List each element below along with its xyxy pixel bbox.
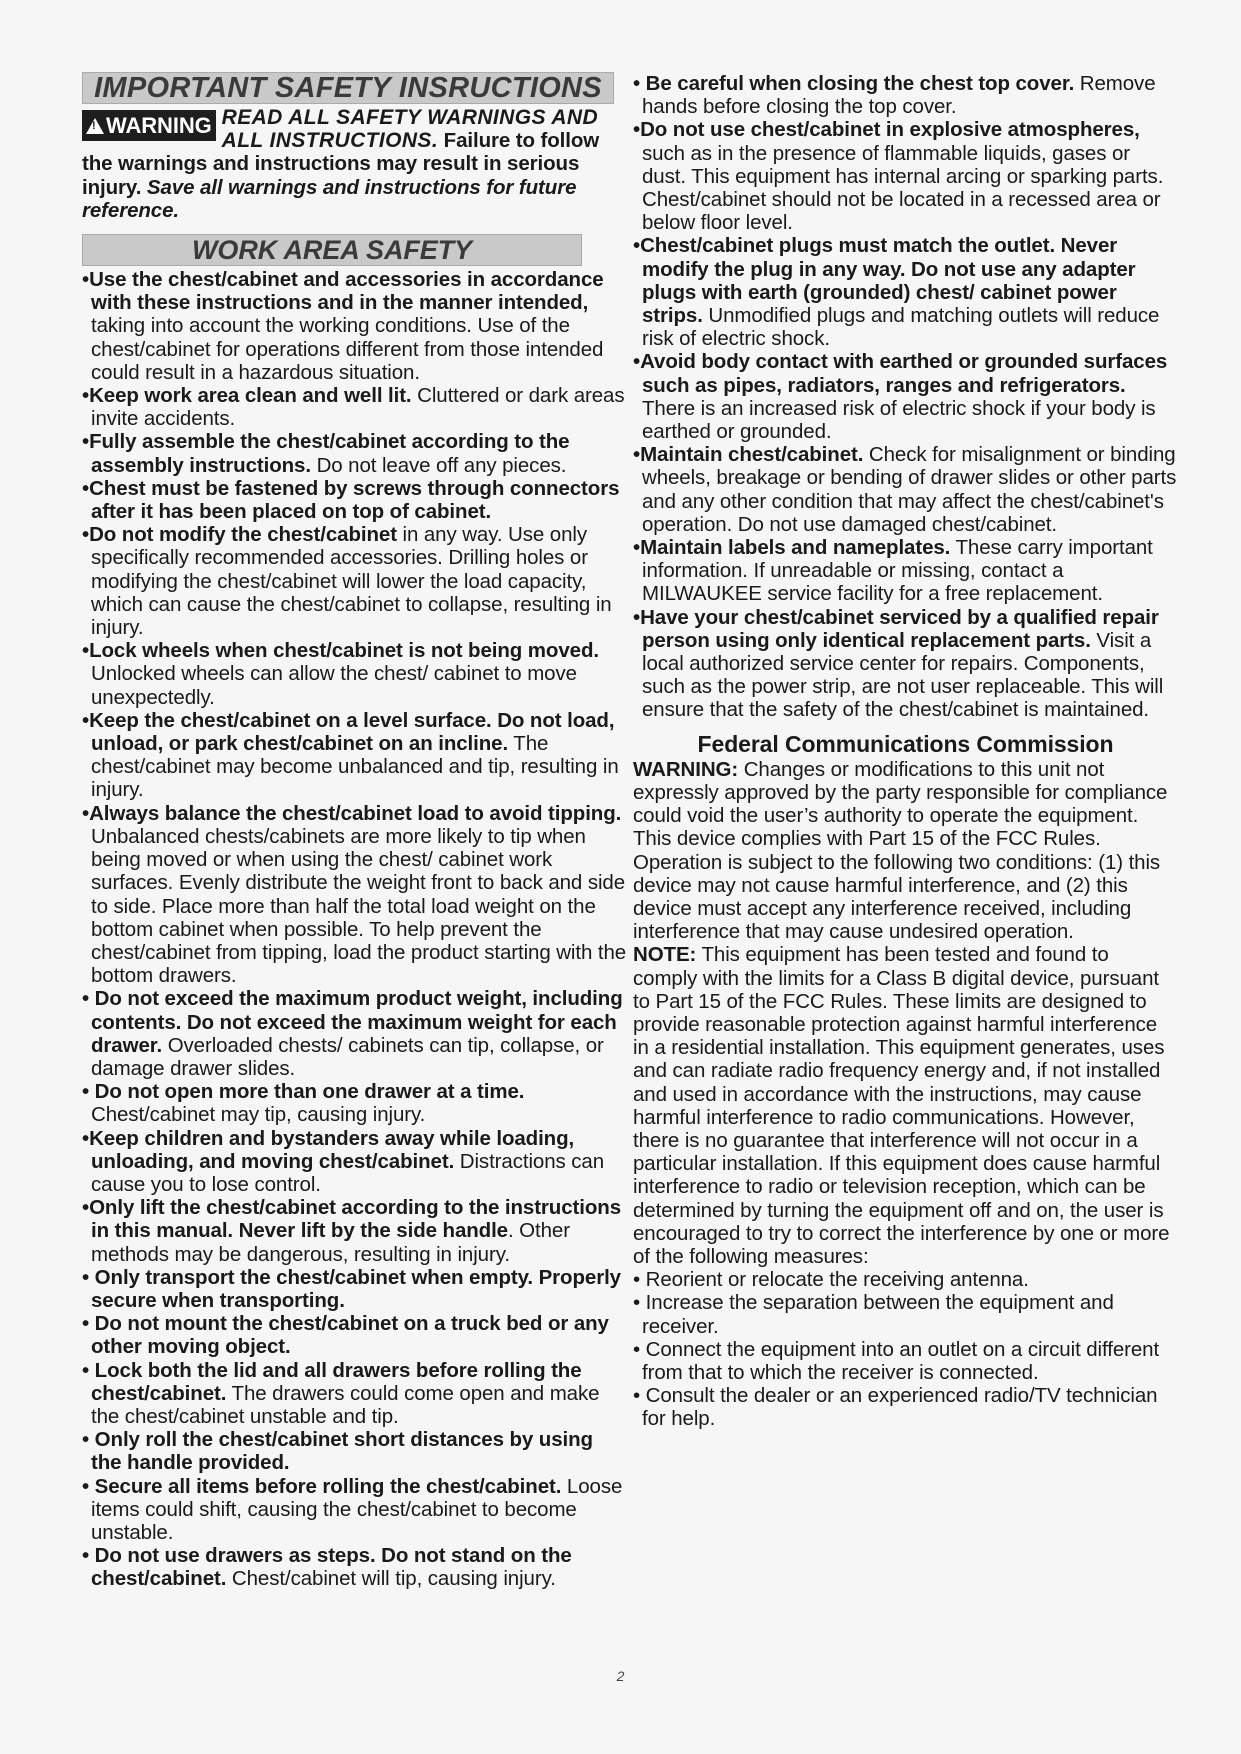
warning-block <box>82 106 627 222</box>
fcc-heading: Federal Communications Commission <box>697 730 1114 757</box>
safety-item-text: taking into account the working conditions. Use of the chest/cabinet for operations different from those intended could result in a hazardous situation. <box>91 314 604 384</box>
safety-item-text: There is an increased risk of electric shock if your body is earthed or grounded. <box>642 396 1156 444</box>
safety-item <box>633 350 1178 443</box>
safety-item <box>82 1359 627 1429</box>
safety-item-text: Check for misalignment or binding wheels, breakage or bending of drawer slides or other parts and any other condition that may affect the chest/cabinet's operation. Do not use damaged chest/cabinet. <box>642 443 1177 536</box>
fcc-measures-list <box>633 1268 1178 1430</box>
safety-item-text: Remove hands before closing the top cover. <box>642 72 1156 119</box>
safety-item-bold: • Do not open more than one drawer at a time. <box>82 1080 525 1104</box>
safety-item <box>633 118 1178 234</box>
safety-item <box>82 1544 627 1590</box>
safety-item-bold: •Avoid body contact with earthed or grounded surfaces such as pipes, radiators, ranges and refrigerators. <box>633 350 1168 397</box>
safety-item-bold: •Do not modify the chest/cabinet <box>82 523 397 547</box>
fcc-warning-text: Changes or modifications to this unit not expressly approved by the party responsible for compliance could void the user’s authority to operate the equipment. <box>633 757 1168 828</box>
safety-item <box>82 802 627 988</box>
safety-item-bold: •Maintain chest/cabinet. <box>633 443 864 467</box>
left-column <box>82 72 627 1591</box>
safety-item-bold: •Keep work area clean and well lit. <box>82 384 412 408</box>
safety-item-bold: •Have your chest/cabinet serviced by a qualified repair person using only identical replacement parts. <box>633 605 1159 652</box>
fcc-warning-label: WARNING: <box>633 757 739 781</box>
warning-bold-text: Failure to follow the warnings and instructions may result in serious injury. <box>82 129 600 199</box>
safety-item-text: Visit a local authorized service center for repairs. Components, such as the power strip, are not user replaceable. This will ensure that the safety of the chest/cabinet is maintained. <box>642 628 1164 722</box>
warning-italic-text: Save all warnings and instructions for future reference. <box>82 175 577 222</box>
safety-item-text: Unlocked wheels can allow the chest/ cabinet to move unexpectedly. <box>91 662 577 709</box>
warning-badge <box>82 110 216 141</box>
safety-item-bold: •Keep the chest/cabinet on a level surface. Do not load, unload, or park chest/cabinet on an incline. <box>82 708 615 756</box>
safety-item-text: The drawers could come open and make the chest/cabinet unstable and tip. <box>91 1381 600 1428</box>
safety-item-text: . Other methods may be dangerous, resulting in injury. <box>91 1219 570 1266</box>
safety-item-text: The chest/cabinet may become unbalanced and tip, resulting in injury. <box>91 732 619 802</box>
fcc-note <box>633 943 1178 1268</box>
safety-item-bold: • Lock both the lid and all drawers before rolling the chest/cabinet. <box>82 1358 582 1405</box>
safety-item-bold: • Do not use drawers as steps. Do not stand on the chest/cabinet. <box>82 1544 572 1591</box>
safety-item <box>82 1428 627 1474</box>
safety-item-bold: • Do not mount the chest/cabinet on a truck bed or any other moving object. <box>82 1312 609 1359</box>
safety-list-continued <box>633 72 1178 722</box>
safety-item-bold: •Maintain labels and nameplates. <box>633 536 951 560</box>
fcc-note-label: NOTE: <box>633 943 697 967</box>
safety-item-bold: • Be careful when closing the chest top cover. <box>633 72 1075 95</box>
safety-item <box>82 430 627 476</box>
safety-item <box>82 1266 627 1312</box>
safety-item-text: such as in the presence of flammable liquids, gases or dust. This equipment has internal arcing or sparking parts. Chest/cabinet should not be located in a recessed area or below floor level. <box>642 141 1164 235</box>
safety-item-bold: • Secure all items before rolling the chest/cabinet. <box>82 1474 562 1498</box>
safety-item <box>82 1312 627 1358</box>
safety-item-text: Overloaded chests/ cabinets can tip, collapse, or damage drawer slides. <box>91 1033 604 1080</box>
safety-item <box>82 268 627 384</box>
safety-item-text: in any way. Use only specifically recommended accessories. Drilling holes or modifying the chest/cabinet will lower the load capacity, which can cause the chest/cabinet to collapse, resulting in injury. <box>91 523 612 640</box>
safety-item <box>82 987 627 1080</box>
safety-item-bold: •Keep children and bystanders away while loading, unloading, and moving chest/cabinet. <box>82 1126 575 1173</box>
safety-item <box>633 443 1178 536</box>
work-area-list <box>82 268 627 1591</box>
safety-item-text: Chest/cabinet will tip, causing injury. <box>226 1567 556 1591</box>
safety-item-bold: •Do not use chest/cabinet in explosive atmospheres, <box>633 118 1140 142</box>
safety-item <box>82 477 627 523</box>
fcc-measure-item: • Increase the separation between the equipment and receiver. <box>633 1291 1114 1338</box>
work-area-safety-heading: WORK AREA SAFETY <box>82 234 582 266</box>
safety-item-bold: •Chest must be fastened by screws through connectors after it has been placed on top of cabinet. <box>82 476 620 524</box>
safety-item <box>82 639 627 709</box>
safety-item <box>82 709 627 802</box>
safety-item <box>82 384 627 430</box>
fcc-warning <box>633 758 1178 828</box>
safety-item <box>82 1080 627 1126</box>
safety-item-text: Loose items could shift, causing the chest/cabinet to become unstable. <box>91 1474 623 1544</box>
fcc-measure-item: • Connect the equipment into an outlet on a circuit different from that to which the receiver is connected. <box>633 1337 1160 1384</box>
fcc-measure-item: • Consult the dealer or an experienced radio/TV technician for help. <box>633 1384 1158 1431</box>
safety-item-text: Unmodified plugs and matching outlets will reduce risk of electric shock. <box>642 304 1160 351</box>
safety-item-text: Do not leave off any pieces. <box>310 453 567 477</box>
right-column <box>633 72 1178 1431</box>
warning-badge-label: WARNING <box>106 113 212 138</box>
safety-item-text: Cluttered or dark areas invite accidents. <box>91 384 625 431</box>
fcc-compliance: This device complies with Part 15 of the FCC Rules. Operation is subject to the following two conditions: (1) this device may not cause harmful interference, and (2) this device must accept any interference received, including interference that may cause undesired operation. <box>633 827 1161 944</box>
fcc-note-text: This equipment has been tested and found to comply with the limits for a Class B digital device, pursuant to Part 15 of the FCC Rules. These limits are designed to provide reasonable protection against harmful interference in a residential installation. This equipment generates, uses and can radiate radio frequency energy and, if not installed and used in accordance with the instructions, may cause harmful interference to radio communications. However, there is no guarantee that interference will not occur in a particular installation. If this equipment does cause harmful interference to radio or television reception, which can be determined by turning the equipment off and on, the user is encouraged to try to correct the interference by one or more of the following measures: <box>633 943 1170 1268</box>
safety-item-text: These carry important information. If unreadable or missing, contact a MILWAUKEE service facility for a free replacement. <box>642 536 1153 606</box>
safety-item-bold: •Always balance the chest/cabinet load to avoid tipping. <box>82 801 622 825</box>
safety-item-bold: • Only transport the chest/cabinet when empty. Properly secure when transporting. <box>82 1265 621 1312</box>
safety-item <box>633 234 1178 350</box>
page-number: 2 <box>616 1668 625 1684</box>
safety-item-bold: •Lock wheels when chest/cabinet is not being moved. <box>82 639 599 663</box>
safety-item-bold: •Fully assemble the chest/cabinet according to the assembly instructions. <box>82 430 570 477</box>
fcc-measure-item: • Reorient or relocate the receiving antenna. <box>633 1268 1029 1292</box>
safety-item <box>633 606 1178 722</box>
safety-item <box>82 523 627 639</box>
safety-item-text: Distractions can cause you to lose control. <box>91 1149 604 1196</box>
safety-item-bold: • Do not exceed the maximum product weight, including contents. Do not exceed the maximum weight for each drawer. <box>82 987 623 1057</box>
safety-item <box>633 72 1178 118</box>
safety-item <box>82 1475 627 1545</box>
safety-instructions-heading: IMPORTANT SAFETY INSRUCTIONS <box>82 72 614 104</box>
warning-triangle-icon <box>86 118 104 134</box>
safety-item <box>82 1127 627 1197</box>
warning-headline: READ ALL SAFETY WARNINGS AND ALL INSTRUCTIONS. <box>221 106 599 153</box>
safety-item-bold: • Only roll the chest/cabinet short distances by using the handle provided. <box>82 1428 593 1475</box>
safety-item <box>82 1196 627 1266</box>
safety-item-text: Chest/cabinet may tip, causing injury. <box>91 1103 426 1127</box>
safety-item-bold: •Use the chest/cabinet and accessories in accordance with these instructions and in the manner intended, <box>82 268 604 315</box>
safety-item <box>633 536 1178 606</box>
safety-item-text: Unbalanced chests/cabinets are more likely to tip when being moved or when using the chest/ cabinet work surfaces. Evenly distribute the weight front to back and side to side. Place more than half the total load weight on the bottom cabinet when possible. To help prevent the chest/cabinet from tipping, load the product starting with the bottom drawers. <box>91 824 627 988</box>
safety-item-bold: •Only lift the chest/cabinet according to the instructions in this manual. Never lift by the side handle <box>82 1196 622 1243</box>
safety-item-bold: •Chest/cabinet plugs must match the outlet. Never modify the plug in any way. Do not use any adapter plugs with earth (grounded) chest/ cabinet power strips. <box>633 234 1136 328</box>
